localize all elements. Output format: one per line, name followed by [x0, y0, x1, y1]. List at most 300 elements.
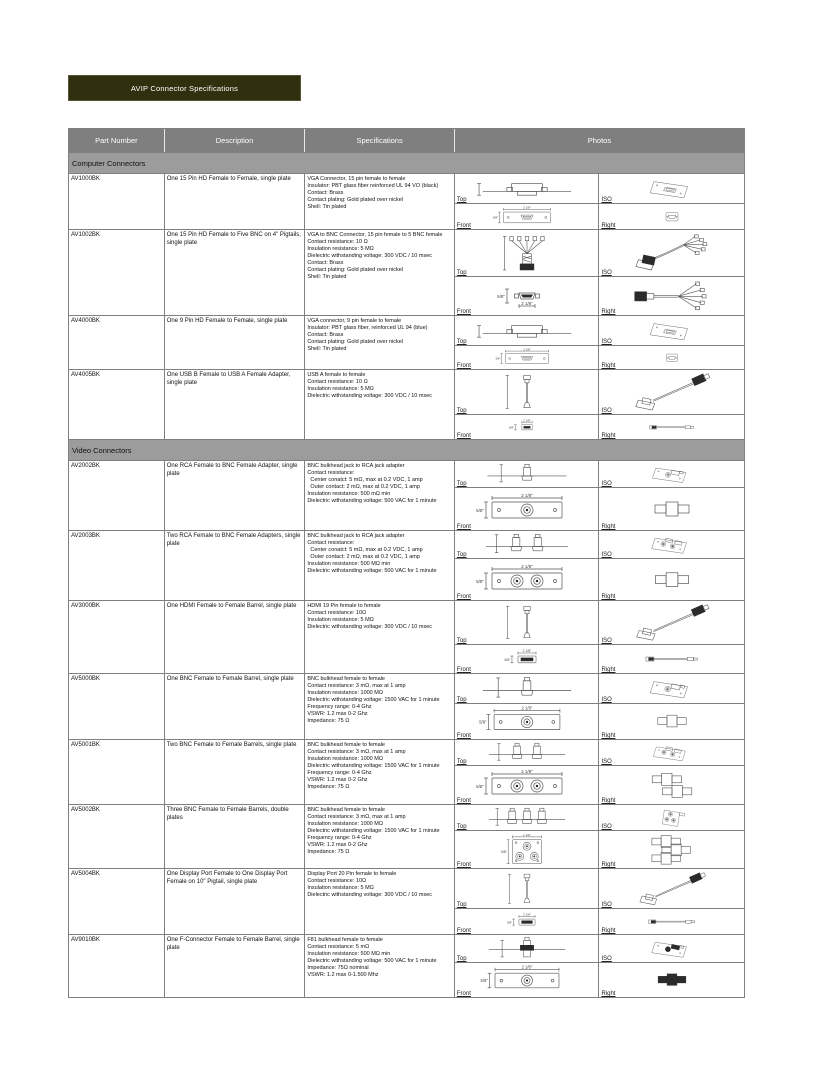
photo-cell-front	[455, 909, 599, 934]
photo-cell-iso	[599, 370, 744, 415]
spec-line: Display Port 20 Pin female to female	[307, 871, 397, 877]
description-cell: One Display Port Female to One Display Port Female on 10" Pigtail, single plate	[165, 869, 306, 934]
svg-text:2 1/8": 2 1/8"	[522, 418, 531, 423]
column-header-photos: Photos	[587, 136, 612, 145]
column-header-part-number: Part Number	[69, 129, 165, 152]
photo-cell-top	[455, 531, 599, 559]
view-label-right: Right	[601, 594, 616, 600]
table-row	[69, 601, 744, 674]
spec-line: VGA Connector, 15 pin female to female	[307, 176, 406, 182]
photo-cell-top	[455, 674, 599, 704]
description-cell: Two BNC Female to Female Barrels, single plate	[165, 740, 306, 804]
table-row	[69, 935, 744, 997]
spec-line: Center conatct: 5 mΩ, max at 0.2 VDC, 1 amp	[307, 547, 423, 553]
specifications-cell	[305, 174, 455, 229]
photo-cell-iso	[599, 740, 744, 766]
part-number-cell: AV5002BK	[69, 805, 165, 868]
svg-text:5/8": 5/8"	[500, 849, 507, 854]
view-label-top: Top	[456, 197, 467, 203]
photo-drawings-column	[455, 316, 600, 369]
photo-images-column	[599, 316, 744, 369]
view-label-iso: ISO	[601, 270, 612, 276]
view-label-top: Top	[456, 697, 467, 703]
photo-cell-iso	[599, 316, 744, 346]
part-number-cell: AV5000BK	[69, 674, 165, 739]
specifications-cell	[305, 805, 455, 868]
table-row	[69, 869, 744, 935]
svg-text:5/8": 5/8"	[508, 425, 514, 430]
photo-cell-iso	[599, 174, 744, 204]
specifications-cell	[305, 674, 455, 739]
photo-cell-iso	[599, 869, 744, 909]
spec-line: Shell: Tin plated	[307, 204, 347, 210]
view-label-iso: ISO	[601, 197, 612, 203]
bulkhead-top-1-drawing	[455, 461, 599, 487]
plate-front-3-jack-drawing	[455, 831, 599, 868]
photo-cell-front	[455, 277, 599, 315]
description-cell: Two RCA Female to BNC Female Adapters, single plate	[165, 531, 306, 600]
view-label-front: Front	[456, 733, 471, 739]
photo-cell-right	[599, 277, 744, 315]
iso-cable-drawing	[599, 601, 744, 644]
part-number-cell: AV9010BK	[69, 935, 165, 997]
spec-line: BNC bulkhead jack to RCA jack adapter	[307, 463, 405, 469]
photo-images-column	[599, 805, 744, 868]
photo-cell-top	[455, 174, 599, 204]
view-label-right: Right	[601, 862, 616, 868]
view-label-iso: ISO	[601, 697, 612, 703]
photo-cell-top	[455, 805, 599, 831]
bulkhead-top-2-drawing	[455, 531, 599, 558]
photo-cell-front	[455, 645, 599, 673]
svg-text:2 1/8": 2 1/8"	[522, 649, 532, 654]
spec-line: Contact plating: Gold plated over nickel	[307, 267, 404, 273]
table-row	[69, 316, 744, 370]
spec-line: Contact: Brass	[307, 190, 344, 196]
photo-drawings-column	[455, 370, 600, 439]
photo-cell-front	[455, 204, 599, 229]
bulkhead-top-1-drawing	[455, 674, 599, 703]
svg-text:2 1/8": 2 1/8"	[522, 205, 531, 210]
view-label-right: Right	[601, 524, 616, 530]
spec-line: Contact resistance: 10 Ω	[307, 379, 368, 385]
svg-text:5/8": 5/8"	[495, 356, 501, 361]
iso-plate-barrel-drawing	[599, 461, 744, 487]
iso-plate-barrel-dark-drawing	[599, 935, 744, 962]
view-label-right: Right	[601, 733, 616, 739]
svg-text:2 1/8": 2 1/8"	[522, 912, 531, 917]
plate-top-dsub-drawing	[455, 316, 599, 345]
f-top-drawing	[455, 935, 599, 962]
right-barrel2-drawing	[599, 766, 744, 804]
specifications-cell	[305, 601, 455, 673]
right-barrel-drawing	[599, 704, 744, 739]
photo-drawings-column	[455, 174, 600, 229]
plate-front-f-drawing	[455, 963, 599, 997]
svg-text:2 1/8": 2 1/8"	[520, 769, 533, 774]
view-label-iso: ISO	[601, 824, 612, 830]
description-cell: One HDMI Female to Female Barrel, single plate	[165, 601, 306, 673]
photo-drawings-column	[455, 461, 600, 530]
photo-cell-iso	[599, 230, 744, 277]
specifications-cell	[305, 531, 455, 600]
view-label-front: Front	[456, 667, 471, 673]
photo-cell-top	[455, 935, 599, 963]
iso-plate-3barrel-drawing	[599, 805, 744, 830]
view-label-front: Front	[456, 309, 471, 315]
page-title: AVIP Connector Specifications	[130, 83, 239, 93]
photo-cell-front	[455, 415, 599, 439]
table-row	[69, 230, 744, 316]
spec-line: Insulation resistance: 5 MΩ	[307, 386, 374, 392]
iso-plate-barrel-drawing	[599, 674, 744, 703]
svg-text:2 1/8": 2 1/8"	[520, 493, 533, 498]
spec-line: Contact resistance: 10Ω	[307, 610, 367, 616]
spec-line: Impedance: 75Ω nominal	[307, 965, 369, 971]
pigtail-top-drawing	[455, 230, 599, 276]
view-label-iso: ISO	[601, 339, 612, 345]
right-barrel3-drawing	[599, 831, 744, 868]
iso-cable-drawing	[599, 370, 744, 414]
photo-images-column	[599, 740, 744, 804]
spec-line: Insulation resistance: 5 MΩ	[307, 617, 374, 623]
view-label-right: Right	[601, 223, 616, 229]
spec-line: VSWR: 1.2 max 0-2 Ghz	[307, 842, 368, 848]
spec-line: VGA to BNC Connector, 15 pin female to 5 BNC female	[307, 232, 443, 238]
view-label-top: Top	[456, 902, 467, 908]
conn-front-dp-mini-drawing	[455, 909, 599, 934]
specifications-cell	[305, 869, 455, 934]
table-row	[69, 370, 744, 440]
conn-front-dsub-mini-drawing	[455, 277, 599, 315]
conn-front-usb-mini-drawing	[455, 415, 599, 439]
spec-line: Impedance: 75 Ω	[307, 849, 350, 855]
plate-front-dsub-drawing	[455, 204, 599, 229]
view-label-right: Right	[601, 798, 616, 804]
spec-line: Contact: Brass	[307, 332, 344, 338]
spec-line: Contact: Brass	[307, 260, 344, 266]
photo-cell-front	[455, 346, 599, 369]
spec-line: Insulation resistance: 5 MΩ	[307, 246, 374, 252]
spec-line: Impedance: 75 Ω	[307, 784, 350, 790]
right-barrel-drawing	[599, 488, 744, 530]
view-label-front: Front	[456, 433, 471, 439]
photo-images-column	[599, 869, 744, 934]
spec-line: Dielectric withstanding voltage: 500 VAC for 1 minute	[307, 958, 437, 964]
spec-line: VSWR: 1.2 max 0-2 Ghz	[307, 711, 368, 717]
photo-cell-right	[599, 963, 744, 997]
svg-text:5/8": 5/8"	[492, 215, 498, 220]
description-cell: One BNC Female to Female Barrel, single plate	[165, 674, 306, 739]
spec-line: Shell: Tin plated	[307, 274, 347, 280]
iso-plate-dsub-drawing	[599, 316, 744, 345]
svg-text:2 1/8": 2 1/8"	[521, 706, 533, 712]
spec-line: F81 bulkhead female to female	[307, 937, 383, 943]
view-label-iso: ISO	[601, 481, 612, 487]
description-cell: One 15 Pin HD Female to Five BNC on 4" Pigtails, single plate	[165, 230, 306, 315]
table-header-row	[69, 129, 744, 153]
svg-text:2 1/8": 2 1/8"	[522, 833, 531, 837]
photo-images-column	[599, 935, 744, 997]
svg-text:5/8": 5/8"	[475, 783, 484, 789]
specifications-cell	[305, 461, 455, 530]
photo-cell-iso	[599, 601, 744, 645]
spec-line: Impedance: 75 Ω	[307, 718, 350, 724]
photo-drawings-column	[455, 601, 600, 673]
photo-cell-top	[455, 461, 599, 488]
photo-cell-front	[455, 488, 599, 530]
view-label-front: Front	[456, 223, 471, 229]
spec-line: BNC bulkhead female to female	[307, 742, 385, 748]
photo-cell-top	[455, 869, 599, 909]
spec-line: Dielectric withstanding voltage: 300 VDC / 10 msec	[307, 892, 433, 898]
right-cable-drawing	[599, 645, 744, 673]
cable-top-drawing	[455, 370, 599, 414]
view-label-front: Front	[456, 524, 471, 530]
spec-line: Dielectric withstanding voltage: 500 VAC for 1 minute	[307, 568, 437, 574]
photo-images-column	[599, 461, 744, 530]
iso-plate-dsub-drawing	[599, 174, 744, 203]
svg-text:2 1/8": 2 1/8"	[523, 347, 531, 351]
spec-line: HDMI 19 Pin female to female	[307, 603, 381, 609]
specifications-cell	[305, 935, 455, 997]
photo-cell-front	[455, 831, 599, 868]
photo-drawings-column	[455, 230, 600, 315]
part-number-cell: AV5001BK	[69, 740, 165, 804]
photo-cell-front	[455, 559, 599, 600]
spec-line: Contact resistance: 5 mΩ	[307, 944, 370, 950]
table-row	[69, 805, 744, 869]
bulkhead-top-3-drawing	[455, 805, 599, 830]
right-barrel-dark-drawing	[599, 963, 744, 997]
iso-plate-2barrel-drawing	[599, 740, 744, 765]
photo-cell-right	[599, 831, 744, 868]
table-row	[69, 674, 744, 740]
plate-front-2-jack-drawing	[455, 559, 599, 600]
right-dsub-drawing	[599, 346, 744, 369]
plate-front-2-jack-drawing	[455, 766, 599, 804]
view-label-top: Top	[456, 552, 467, 558]
table-row	[69, 740, 744, 805]
part-number-cell: AV1000BK	[69, 174, 165, 229]
bulkhead-top-2-drawing	[455, 740, 599, 765]
spec-line: Insulation resistance: 1000 MΩ	[307, 756, 383, 762]
spec-line: Dielectric withstanding voltage: 300 VDC / 10 msec	[307, 253, 433, 259]
svg-text:2 1/8": 2 1/8"	[520, 563, 533, 569]
description-cell: One 15 Pin HD Female to Female, single plate	[165, 174, 306, 229]
right-dsub-drawing	[599, 204, 744, 229]
spec-line: Outer contact: 2 mΩ, max at 0.2 VDC, 1 amp	[307, 484, 420, 490]
spec-line: VSWR: 1.2 max 0-2 Ghz	[307, 777, 368, 783]
photo-cell-iso	[599, 674, 744, 704]
photo-cell-right	[599, 704, 744, 739]
description-cell: One USB B Female to USB A Female Adapter, single plate	[165, 370, 306, 439]
view-label-front: Front	[456, 594, 471, 600]
photo-cell-front	[455, 963, 599, 997]
spec-line: Insulation resistance: 500 MΩ min	[307, 561, 391, 567]
spec-line: Frequency range: 0-4 Ghz	[307, 770, 372, 776]
view-label-iso: ISO	[601, 759, 612, 765]
spec-line: Contact plating: Gold plated over nickel	[307, 197, 404, 203]
photo-cell-top	[455, 370, 599, 415]
right-pigtail-drawing	[599, 277, 744, 315]
view-label-right: Right	[601, 309, 616, 315]
spec-line: Contact resistance:	[307, 470, 355, 476]
specifications-cell	[305, 230, 455, 315]
svg-text:5/8": 5/8"	[504, 657, 511, 662]
part-number-cell: AV3000BK	[69, 601, 165, 673]
photo-cell-top	[455, 230, 599, 277]
iso-cable-drawing	[599, 869, 744, 908]
part-number-cell: AV5004BK	[69, 869, 165, 934]
cable-top-drawing	[455, 601, 599, 644]
plate-front-1-jack-drawing	[455, 488, 599, 530]
view-label-iso: ISO	[601, 956, 612, 962]
view-label-top: Top	[456, 339, 467, 345]
photo-images-column	[599, 601, 744, 673]
photo-cell-right	[599, 204, 744, 229]
svg-text:2 1/8": 2 1/8"	[520, 300, 533, 306]
photo-cell-right	[599, 488, 744, 530]
spec-line: Dielectric withstanding voltage: 300 VDC / 10 msec	[307, 393, 433, 399]
section-header: Video Connectors	[69, 440, 744, 461]
iso-plate-2barrel-drawing	[599, 531, 744, 558]
part-number-cell: AV1002BK	[69, 230, 165, 315]
spec-line: Outer contact: 2 mΩ, max at 0.2 VDC, 1 amp	[307, 554, 420, 560]
spec-line: Contact plating: Gold plated over nickel	[307, 339, 404, 345]
plate-top-dsub-drawing	[455, 174, 599, 203]
spec-line: Frequency range: 0-4 Ghz	[307, 704, 372, 710]
photo-cell-front	[455, 704, 599, 739]
part-number-cell: AV4000BK	[69, 316, 165, 369]
photo-cell-iso	[599, 935, 744, 963]
connector-spec-table	[68, 128, 745, 998]
photo-cell-top	[455, 601, 599, 645]
photo-images-column	[599, 230, 744, 315]
photo-drawings-column	[455, 674, 600, 739]
specifications-cell	[305, 740, 455, 804]
spec-line: BNC bulkhead female to female	[307, 807, 385, 813]
photo-images-column	[599, 174, 744, 229]
view-label-right: Right	[601, 928, 616, 934]
spec-line: VSWR: 1.2 max 0-1.500 Mhz	[307, 972, 379, 978]
view-label-front: Front	[456, 798, 471, 804]
spec-line: Center conatct: 5 mΩ, max at 0.2 VDC, 1 amp	[307, 477, 423, 483]
spec-line: Dielectric withstanding voltage: 300 VDC / 10 msec	[307, 624, 433, 630]
photo-drawings-column	[455, 740, 600, 804]
spec-line: Insulation resistance: 500 mΩ min	[307, 491, 391, 497]
svg-text:5/8": 5/8"	[480, 978, 488, 984]
table-row	[69, 531, 744, 601]
photo-images-column	[599, 674, 744, 739]
spec-line: Dielectric withstanding voltage: 1500 VAC for 1 minute	[307, 697, 440, 703]
photo-drawings-column	[455, 805, 600, 868]
photo-cell-right	[599, 415, 744, 439]
view-label-right: Right	[601, 991, 616, 997]
view-label-front: Front	[456, 928, 471, 934]
table-row	[69, 174, 744, 230]
photo-cell-right	[599, 346, 744, 369]
spec-line: Insulator: PBT glass fiber, reinforced UL 94 (blue)	[307, 325, 428, 331]
conn-front-hdmi-mini-drawing	[455, 645, 599, 673]
spec-line: Dielectric withstanding voltage: 1500 VAC for 1 minute	[307, 763, 440, 769]
right-cable-drawing	[599, 909, 744, 934]
description-cell: One 9 Pin HD Female to Female, single plate	[165, 316, 306, 369]
part-number-cell: AV2003BK	[69, 531, 165, 600]
view-label-iso: ISO	[601, 408, 612, 414]
spec-line: Dielectric withstanding voltage: 1500 VAC for 1 minute	[307, 828, 440, 834]
photo-cell-top	[455, 316, 599, 346]
description-cell: Three BNC Female to Female Barrels, double plates	[165, 805, 306, 868]
cable-top-drawing	[455, 869, 599, 908]
photo-cell-iso	[599, 461, 744, 488]
photo-drawings-column	[455, 869, 600, 934]
photo-drawings-column	[455, 935, 600, 997]
view-label-top: Top	[456, 408, 467, 414]
spec-line: Insulator: PBT glass fiber reinforced UL 94 VO (black)	[307, 183, 439, 189]
plate-front-1-jack-drawing	[455, 704, 599, 739]
view-label-top: Top	[456, 638, 467, 644]
part-number-cell: AV4005BK	[69, 370, 165, 439]
view-label-front: Front	[456, 991, 471, 997]
right-cable-drawing	[599, 415, 744, 439]
view-label-iso: ISO	[601, 638, 612, 644]
spec-line: USB A female to female	[307, 372, 366, 378]
photo-drawings-column	[455, 531, 600, 600]
right-barrel-drawing	[599, 559, 744, 600]
column-header-specifications: Specifications	[305, 129, 455, 152]
spec-line: Contact resistance: 3 mΩ, max at 1 amp	[307, 683, 406, 689]
svg-text:2 1/8": 2 1/8"	[521, 965, 532, 970]
spec-line: BNC bulkhead jack to RCA jack adapter	[307, 533, 405, 539]
spec-line: Insulation resistance: 5 MΩ	[307, 885, 374, 891]
column-header-description: Description	[165, 129, 306, 152]
view-label-right: Right	[601, 363, 616, 369]
spec-line: Dielectric withstanding voltage: 500 VAC for 1 minute	[307, 498, 437, 504]
view-label-top: Top	[456, 824, 467, 830]
svg-text:5/8": 5/8"	[506, 920, 512, 925]
plate-front-dsub-drawing	[455, 346, 599, 369]
svg-text:5/8": 5/8"	[475, 507, 484, 513]
spec-line: Insulation resistance: 1000 MΩ	[307, 821, 383, 827]
spec-line: Insulation resistance: 1000 MΩ	[307, 690, 383, 696]
specifications-cell	[305, 370, 455, 439]
view-label-top: Top	[456, 759, 467, 765]
photo-cell-iso	[599, 531, 744, 559]
view-label-front: Front	[456, 862, 471, 868]
view-label-top: Top	[456, 481, 467, 487]
svg-text:5/8": 5/8"	[478, 720, 487, 726]
view-label-iso: ISO	[601, 552, 612, 558]
spec-line: Contact resistance: 3 mΩ, max at 1 amp	[307, 814, 406, 820]
table-row	[69, 461, 744, 531]
photo-images-column	[599, 531, 744, 600]
part-number-cell: AV2002BK	[69, 461, 165, 530]
view-label-right: Right	[601, 433, 616, 439]
photo-images-column	[599, 370, 744, 439]
photo-cell-front	[455, 766, 599, 804]
spec-line: Contact resistance: 3 mΩ, max at 1 amp	[307, 749, 406, 755]
spec-line: Contact resistance:	[307, 540, 355, 546]
spec-line: Frequency range: 0-4 Ghz	[307, 835, 372, 841]
spec-line: Contact resistance: 10Ω	[307, 878, 367, 884]
spec-line: Insulation resistance: 500 MΩ min	[307, 951, 391, 957]
photo-cell-iso	[599, 805, 744, 831]
view-label-iso: ISO	[601, 902, 612, 908]
photo-cell-right	[599, 909, 744, 934]
description-cell: One F-Connector Female to Female Barrel, single plate	[165, 935, 306, 997]
view-label-top: Top	[456, 270, 467, 276]
